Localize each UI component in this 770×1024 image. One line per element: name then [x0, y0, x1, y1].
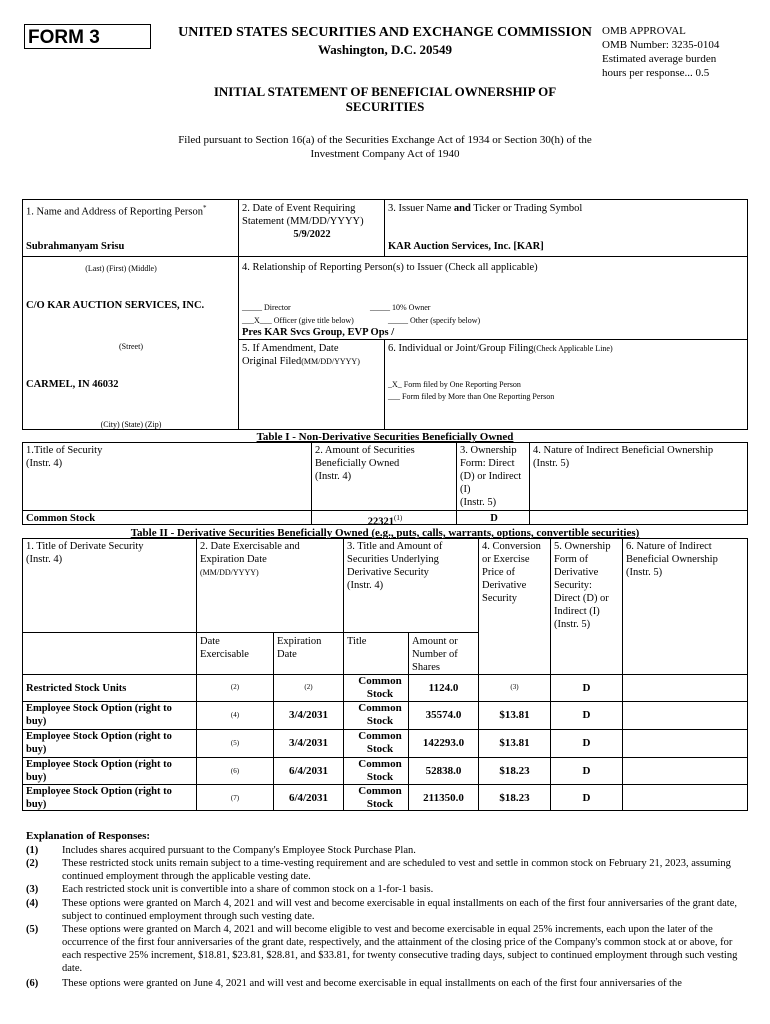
table2-row-security: Common Stock: [358, 785, 402, 810]
box6-label: 6. Individual or Joint/Group Filing(Check Applicable Line): [388, 343, 613, 354]
table2-row-expiration: 6/4/2031: [288, 792, 329, 804]
box4-label: 4. Relationship of Reporting Person(s) to Issuer (Check all applicable): [242, 262, 538, 273]
table2-title: Table II - Derivative Securities Beneficially Owned (e.g., puts, calls, warrants, options, convertible securities): [130, 527, 640, 539]
table2-col3-header: 3. Title and Amount of Securities Underlying Derivative Security (Instr. 4): [347, 541, 443, 591]
table1-row-amount: 22321$^{(1)}$: [367, 514, 403, 528]
form-label: FORM 3: [28, 27, 100, 48]
table2-row-price: $18.23: [499, 765, 530, 777]
table2-row-expiration: 3/4/2031: [288, 737, 329, 749]
form-title-line2: SECURITIES: [345, 99, 425, 114]
table2-row-expiration: 3/4/2031: [288, 709, 329, 721]
footnote-6: (6) These options were granted on June 4, 2021 and will vest and become exercisable in equal installments on each of the first four anniversaries of the: [26, 978, 682, 989]
table2-row-form: D: [582, 682, 591, 694]
other-checkbox[interactable]: _____ Other (specify below): [388, 316, 481, 325]
table2-row-amount: 211350.0: [423, 792, 464, 804]
reporter-name: Subrahmanyam Srisu: [26, 241, 125, 252]
table2-row-price: (3): [510, 683, 519, 691]
box1-label: 1. Name and Address of Reporting Person*: [26, 204, 207, 218]
filed-pursuant-line1: Filed pursuant to Section 16(a) of the Securities Exchange Act of 1934 or Section 30(h) of the: [178, 134, 592, 146]
omb-line: hours per response... 0.5: [602, 67, 710, 79]
form-label-box: [24, 24, 151, 49]
name-sublabel: (Last) (First) (Middle): [85, 264, 157, 273]
table2-row-form: D: [582, 765, 591, 777]
footnote-2: (2) These restricted stock units remain subject to a time-vesting requirement and are scheduled to vest and settle in common stock on February 21, 2023, assuming continued employment through the applicable vesting date.: [26, 858, 731, 882]
omb-line: OMB Number: 3235-0104: [602, 39, 720, 51]
form-title-line1: INITIAL STATEMENT OF BENEFICIAL OWNERSHIP OF: [213, 84, 557, 99]
omb-line: Estimated average burden: [602, 53, 717, 65]
table1-col1-header: 1.Title of Security (Instr. 4): [26, 445, 103, 469]
table2-row-exercisable: (5): [230, 739, 240, 747]
table2-col1-header: 1. Title of Derivate Security (Instr. 4): [26, 541, 144, 565]
agency-location: Washington, D.C. 20549: [318, 42, 452, 57]
table2-col5-header: 5. Ownership Form of Derivative Security: Direct (D) or Indirect (I) (Instr. 5): [554, 541, 611, 630]
table2-col2-header: 2. Date Exercisable and Expiration Date (MM/DD/YYYY): [200, 541, 300, 577]
event-date: 5/9/2022: [293, 229, 331, 240]
omb-block: [602, 24, 719, 80]
table2-row-amount: 1124.0: [428, 682, 459, 694]
table2-col4-header: 4. Conversion or Exercise Price of Derivative Security: [482, 541, 541, 604]
table2-row-title: Employee Stock Option (right to buy): [26, 703, 172, 727]
table2-row-price: $13.81: [499, 709, 530, 721]
explanation-heading: Explanation of Responses:: [26, 830, 151, 842]
table1-row-title: Common Stock: [26, 513, 96, 524]
table2-row-exercisable: (2): [230, 683, 240, 691]
director-checkbox[interactable]: _____ Director: [242, 303, 291, 312]
table2-row-expiration: (2): [304, 683, 313, 691]
filing-multiple-persons[interactable]: ___ Form filed by More than One Reporting Person: [388, 392, 555, 401]
agency-name: UNITED STATES SECURITIES AND EXCHANGE COMMISSION: [178, 25, 592, 40]
reporter-address: C/O KAR AUCTION SERVICES, INC.: [26, 300, 205, 311]
table2-sub-expiration: Expiration Date: [277, 636, 322, 660]
table2-row-security: Common Stock: [358, 702, 402, 727]
filed-pursuant-line2: Investment Company Act of 1940: [310, 148, 460, 160]
officer-checkbox[interactable]: ___X___ Officer (give title below): [242, 316, 354, 325]
table2-sub-amount: Amount or Number of Shares: [412, 636, 458, 673]
footnote-5: (5) These options were granted on March 4, 2021 and will become eligible to vest and become exercisable in equal 25% increments, each upon the later of the occurrence of the first four anniversaries of the grant date, respectively, and the attainment of the closing price of the Company's common stock at or above, for each respective 25% increment, $18.81, $23.81, $28.81, and $33.81, for twenty consecutive trading days, subject to continued employment through such vesting date.: [26, 924, 738, 974]
table2-row-amount: 35574.0: [425, 709, 462, 721]
table2-row-price: $13.81: [499, 737, 530, 749]
filing-one-person[interactable]: _X_ Form filed by One Reporting Person: [388, 380, 521, 389]
table2-sub-date-exercisable: Date Exercisable: [200, 636, 249, 660]
table2-row-security: Common Stock: [358, 730, 402, 755]
table1-col3-header: 3. Ownership Form: Direct (D) or Indirect (I) (Instr. 5): [460, 445, 522, 508]
table2-row-amount: 52838.0: [425, 765, 462, 777]
table2-row-exercisable: (7): [230, 794, 240, 802]
table2-row-price: $18.23: [499, 792, 530, 804]
table2-row-security: Common Stock: [358, 675, 402, 700]
ten-percent-owner-checkbox[interactable]: _____ 10% Owner: [370, 303, 431, 312]
table2-row-title: Restricted Stock Units: [26, 683, 127, 694]
street-sublabel: (Street): [119, 342, 143, 351]
table1-row-form: D: [490, 513, 498, 524]
table2-col6-header: 6. Nature of Indirect Beneficial Ownership (Instr. 5): [626, 541, 718, 578]
reporting-info-grid: [22, 199, 748, 430]
box3-label: 3. Issuer Name and Ticker or Trading Symbol: [388, 203, 583, 214]
table2-row-form: D: [582, 792, 591, 804]
box5-label: 5. If Amendment, Date Original Filed(MM/DD/YYYY): [242, 343, 360, 367]
table2-row-title: Employee Stock Option (right to buy): [26, 786, 172, 810]
table2-row-form: D: [582, 709, 591, 721]
table2-row-amount: 142293.0: [422, 737, 465, 749]
reporter-city: CARMEL, IN 46032: [26, 379, 119, 390]
table2-row-expiration: 6/4/2031: [288, 765, 329, 777]
table2-row-title: Employee Stock Option (right to buy): [26, 731, 172, 755]
table2-row-exercisable: (4): [230, 711, 240, 719]
omb-line: OMB APPROVAL: [602, 25, 686, 37]
table2-row-form: D: [582, 737, 591, 749]
table2-sub-title: Title: [347, 636, 367, 647]
table2-row-security: Common Stock: [358, 758, 402, 783]
table1-col4-header: 4. Nature of Indirect Beneficial Ownership (Instr. 5): [533, 445, 714, 469]
table1-col2-header: 2. Amount of Securities Beneficially Owned (Instr. 4): [315, 445, 415, 482]
footnote-3: (3) Each restricted stock unit is convertible into a share of common stock on a 1-for-1 basis.: [26, 884, 434, 895]
table2-row-exercisable: (6): [230, 767, 240, 775]
box2-label: 2. Date of Event Requiring Statement (MM/DD/YYYY): [242, 203, 364, 227]
table1-title: Table I - Non-Derivative Securities Beneficially Owned: [256, 431, 514, 443]
footnote-4: (4) These options were granted on March 4, 2021 and will vest and become exercisable in equal installments on each of the first four anniversaries of the grant date, subject to continued employment through such vesting date.: [26, 898, 737, 922]
table2-row-title: Employee Stock Option (right to buy): [26, 759, 172, 783]
issuer-name: KAR Auction Services, Inc. [KAR]: [388, 241, 544, 252]
city-sublabel: (City) (State) (Zip): [100, 420, 162, 429]
officer-title: Pres KAR Svcs Group, EVP Ops /: [242, 327, 395, 338]
footnote-1: (1) Includes shares acquired pursuant to the Company's Employee Stock Purchase Plan.: [26, 845, 416, 856]
